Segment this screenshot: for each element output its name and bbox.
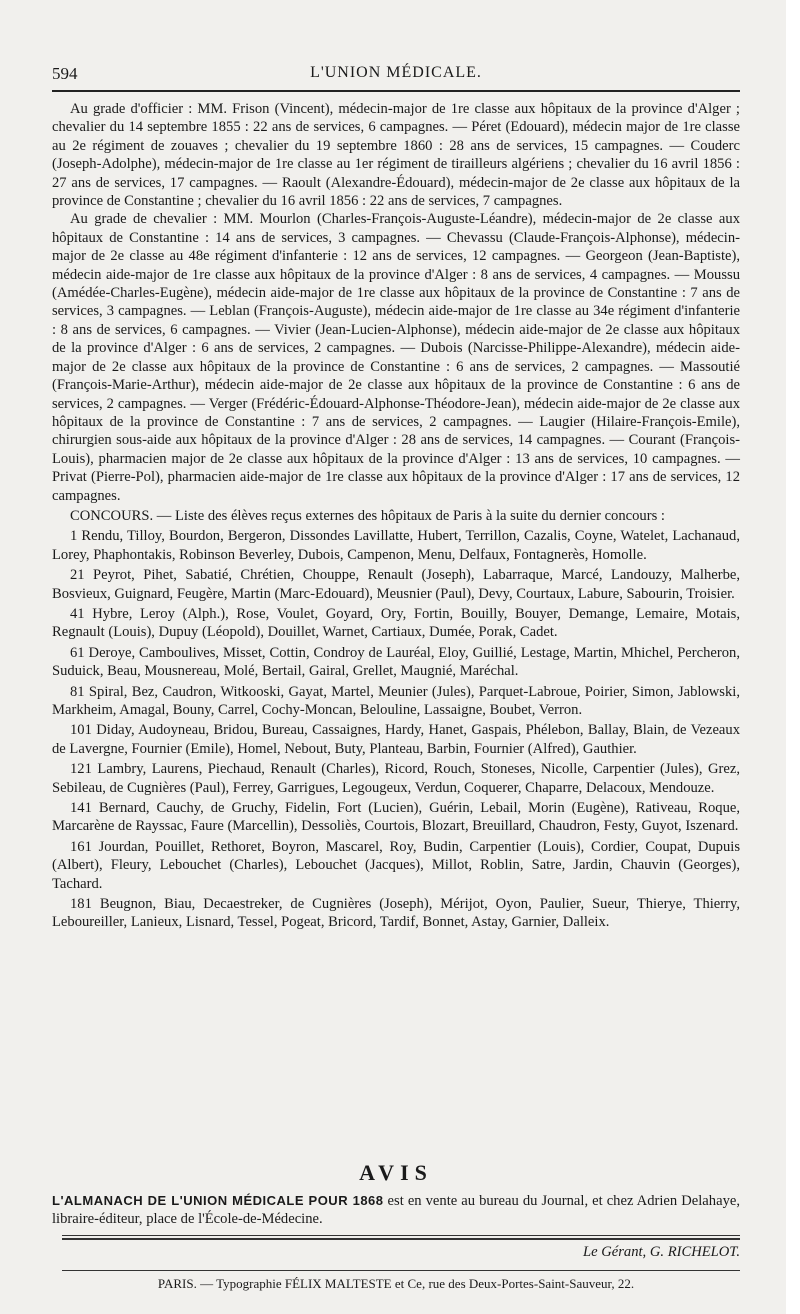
- page-number: 594: [52, 64, 78, 83]
- list-item: 61 Deroye, Cambouliνes, Misset, Cottin, Condroy de Lauréal, Eloy, Guillié, Lestage, Martin, Mhichel, Percheron, Suduick, Beau, Mousnereau, Molé, Bertail, Gairal, Grellet, Maugnié, Maréchal.: [52, 644, 740, 680]
- footer-rule-thick: [62, 1238, 740, 1240]
- paragraph-concours: CONCOURS. — Liste des élèves reçus externes des hôpitaux de Paris à la suite du dernier concours :: [70, 507, 665, 524]
- footer-rule: [62, 1235, 740, 1236]
- article-body: [52, 100, 740, 932]
- avis-section: [52, 1160, 740, 1229]
- printer-imprint: PARIS. — Typographie FÉLIX MALTESTE et Ce, rue des Deux-Portes-Saint-Sauveur, 22.: [157, 1276, 635, 1291]
- avis-title: AVIS: [359, 1160, 433, 1185]
- paragraph-chevaliers: Au grade de chevalier : MM. Mourlon (Charles-François-Auguste-Léandre), médecin-major de 2e classe aux hôpitaux de Constantine : 14 ans de services, 3 campagnes. — Chevassu (Claude-François-Alphonse), médecin-major de 2e classe au 48e régiment d'infanterie : 12 ans de services, 12 campagnes. — Georgeon (Jean-Baptiste), médecin aide-major de 1re classe aux hôpitaux de la province d'Alger : 8 ans de services, 4 campagnes. — Moussu (Amédée-Charles-Eugène), médecin aide-major de 1re classe aux hôpitaux de la province de Constantine : 7 ans de services, 3 campagnes. — Leblan (François-Auguste), médecin aide-major de 1re classe au 34e régiment d'infanterie : 8 ans de services, 6 campagnes. — Vivier (Jean-Lucien-Alphonse), médecin aide-major de 2e classe aux hôpitaux de la province d'Alger : 6 ans de services, 2 campagnes. — Dubois (Narcisse-Philippe-Alexandre), médecin aide-major de 2e classe aux hôpitaux de la province de Constantine : 6 ans de services, 2 campagnes. — Massoutié (François-Marie-Arthur), médecin aide-major de 2e classe aux hôpitaux de la province de Constantine : 6 ans de services, 2 campagnes. — Verger (Frédéric-Édouard-Alphonse-Théodore-Jean), médecin aide-major de 2e classe aux hôpitaux de la province de Constantine : 7 ans de services, 2 campagnes. — Laugier (Hilaire-François-Emile), chirurgien sous-aide aux hôpitaux de la province d'Alger : 28 ans de services, 14 campagnes. — Courant (François-Louis), pharmacien major de 2e classe aux hôpitaux de la province d'Alger : 13 ans de services, 10 campagnes. — Privat (Pierre-Pol), pharmacien aide-major de 1re classe aux hôpitaux de la province d'Alger : 17 ans de services, 12 campagnes.: [52, 211, 740, 504]
- list-item: 21 Peyrot, Pihet, Sabatié, Chrétien, Chouppe, Renault (Joseph), Labarraque, Marcé, Landouzy, Malherbe, Bosvieux, Guignard, Feugère, Martin (Marc-Edouard), Meusnier (Paul), Devy, Courtaux, Labure, Sabourin, Troisier.: [52, 567, 740, 602]
- paragraph-officiers: Au grade d'officier : MM. Frison (Vincent), médecin-major de 1re classe aux hôpitaux de la province d'Alger ; chevalier du 14 septembre 1855 : 22 ans de services, 6 campagnes. — Péret (Edouard), médecin major de 1re classe au 2e régiment de zouaves ; chevalier du 19 septembre 1860 : 28 ans de services, 15 campagnes. — Couderc (Joseph-Adolphe), médecin-major de 1re classe au 1er régiment de tirailleurs algériens ; chevalier du 16 avril 1856 : 27 ans de services, 17 campagnes. — Raoult (Alexandre-Édouard), médecin-major de 2e classe aux hôpitaux de la province de Constantine ; chevalier du 16 avril 1856 : 22 ans de services, 7 campagnes.: [52, 101, 740, 210]
- list-item: 81 Spiral, Bez, Caudron, Witkooski, Gayat, Martel, Meunier (Jules), Parquet-Labroue, Poirier, Simon, Jablowski, Markheim, Amagal, Bouny, Carrel, Cochy-Moncan, Belouline, Lassaigne, Boubet, Verron.: [52, 683, 740, 718]
- list-item: 121 Lambry, Laurens, Piechaud, Renault (Charles), Ricord, Rouch, Stoneses, Nicolle, Carpentier (Jules), Grez, Sebileau, de Cugnières (Paul), Ferrey, Garrigues, Legougeux, Verdun, Coquerer, Chaparre, Delacoux, Mendouze.: [52, 761, 740, 796]
- avis-lead: L'ALMANACH DE L'UNION MÉDICALE POUR 1868: [52, 1193, 384, 1208]
- list-item: 1 Rendu, Tilloy, Bourdon, Bergeron, Dissondes Lavillatte, Hubert, Terrillon, Cazalis, Coyne, Watelet, Lachanaud, Lorey, Phaphontakis, Robinson Beverley, Dubois, Campenon, Menu, Delfaux, Fontagnerès, Homolle.: [52, 528, 740, 563]
- list-item: 141 Bernard, Cauchy, de Gruchy, Fidelin, Fort (Lucien), Guérin, Lebail, Morin (Eugène), Rativeau, Roque, Marcarène de Rayssac, Faure (Marcellin), Dessoliès, Courtois, Blozart, Breuillard, Chaudron, Festy, Guyot, Iszenard.: [52, 800, 740, 835]
- gerant-signature: [583, 1244, 740, 1261]
- running-header: [52, 60, 740, 86]
- list-item: 161 Jourdan, Pouillet, Rethoret, Boyron, Mascarel, Roy, Budin, Carpentier (Louis), Cordier, Coupat, Dupuis (Albert), Fleury, Lebouchet (Charles), Lebouchet (Jacques), Millot, Roblin, Satre, Jardin, Chauvin (Georges), Tachard.: [52, 838, 740, 892]
- gerant-text: Le Gérant, G. RICHELOT.: [582, 1244, 740, 1260]
- page-edge: [786, 0, 800, 1314]
- header-rule: [52, 90, 740, 92]
- list-item: 101 Diday, Audoyneau, Bridou, Bureau, Cassaignes, Hardy, Hanet, Gaspais, Phélebon, Ballay, Blain, de Vezeaux de Lavergne, Fournier (Emile), Homel, Nebout, Buty, Planteau, Barbin, Fournier (Alfred), Gauthier.: [52, 722, 740, 757]
- avis-body: est en vente au bureau du Journal, et chez Adrien Delahaye, libraire-éditeur, place de l'École-de-Médecine.: [52, 1193, 740, 1228]
- list-item: 41 Hybre, Leroy (Alph.), Rose, Voulet, Goyard, Ory, Fortin, Bouilly, Bouyer, Demange, Lemaire, Motais, Regnault (Louis), Dupuy (Léopold), Douillet, Warnet, Cartiaux, Dumée, Porak, Cadet.: [52, 605, 740, 641]
- avis-text: [52, 1192, 740, 1229]
- journal-title: L'UNION MÉDICALE.: [310, 64, 482, 81]
- list-item: 181 Beugnon, Biau, Decaestreker, de Cugnières (Joseph), Mérijot, Oyon, Paulier, Sueur, Thierye, Thierry, Leboureiller, Lanieux, Lisnard, Tessel, Pogeat, Bricord, Tardif, Bonnet, Astay, Garnier, Dalleix.: [52, 896, 740, 931]
- imprint-rule: [62, 1270, 740, 1271]
